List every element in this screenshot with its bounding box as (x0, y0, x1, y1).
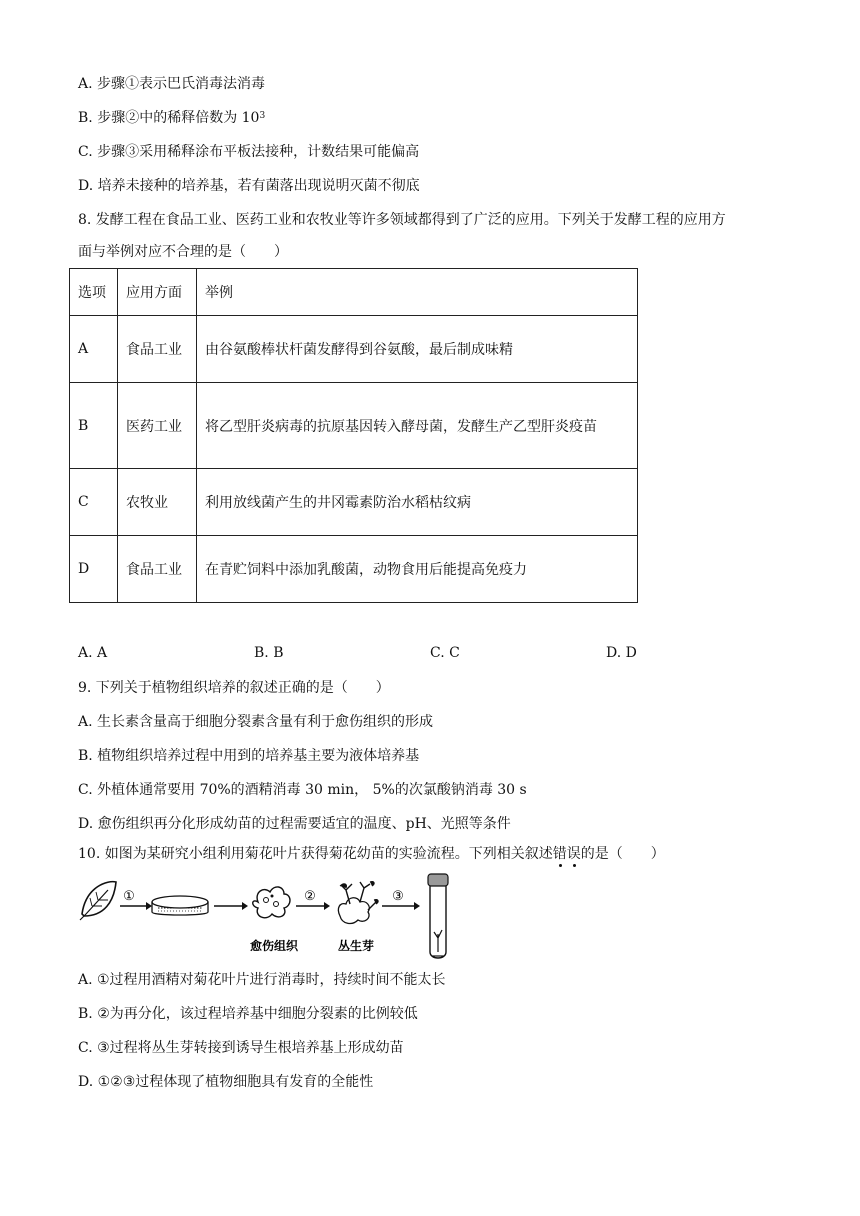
table-row (70, 383, 638, 469)
q7-option-d: D. 培养未接种的培养基，若有菌落出现说明灭菌不彻底 (78, 178, 420, 194)
petri-dish-icon (152, 896, 208, 915)
q8-option-c: C. C (430, 645, 460, 661)
table-cell-example: 利用放线菌产生的井冈霉素防治水稻枯纹病 (197, 469, 638, 536)
q10-emphasis-char: 错 (552, 846, 567, 862)
table-cell-example: 将乙型肝炎病毒的抗原基因转入酵母菌，发酵生产乙型肝炎疫苗 (197, 383, 638, 469)
q9-stem: 9. 下列关于植物组织培养的叙述正确的是（ ） (78, 680, 390, 696)
q10-stem-end: 的是（ ） (580, 846, 665, 862)
table-header-cell: 应用方面 (118, 269, 197, 316)
table-cell-option: D (70, 536, 118, 603)
q7-option-b-exponent: 3 (259, 111, 266, 121)
q9-option-a: A. 生长素含量高于细胞分裂素含量有利于愈伤组织的形成 (78, 714, 434, 730)
q10-emphasis-char: 误 (566, 846, 581, 862)
q7-option-b-text: B. 步骤②中的稀释倍数为 10 (78, 110, 260, 126)
shoots-label: 丛生芽 (337, 939, 375, 953)
q10-stem-text: 10. 如图为某研究小组利用菊花叶片获得菊花幼苗的实验流程。下列相关叙述 (78, 846, 553, 862)
table-cell-example: 由谷氨酸棒状杆菌发酵得到谷氨酸，最后制成味精 (197, 316, 638, 383)
table-cell-option: B (70, 383, 118, 469)
q8-stem-line1: 8. 发酵工程在食品工业、医药工业和农牧业等许多领域都得到了广泛的应用。下列关于发酵工程的应用方 (78, 212, 726, 228)
callus-label: 愈伤组织 (249, 939, 299, 953)
q7-option-b (78, 109, 265, 127)
table-cell-field: 农牧业 (118, 469, 197, 536)
table-row (70, 536, 638, 603)
q8-option-b: B. B (254, 645, 284, 661)
step-label: ③ (392, 889, 404, 904)
table-header-cell: 举例 (197, 269, 638, 316)
table-cell-option: C (70, 469, 118, 536)
table-cell-field: 食品工业 (118, 536, 197, 603)
q7-option-a: A. 步骤①表示巴氏消毒法消毒 (78, 76, 266, 92)
q9-option-c: C. 外植体通常要用 70%的酒精消毒 30 min， 5%的次氯酸钠消毒 30 s (78, 782, 527, 798)
q8-option-a: A. A (78, 645, 108, 661)
table-cell-option: A (70, 316, 118, 383)
q8-table (69, 268, 638, 603)
arrow-icon (214, 902, 248, 910)
q7-option-c: C. 步骤③采用稀释涂布平板法接种，计数结果可能偏高 (78, 144, 420, 160)
q10-option-b: B. ②为再分化，该过程培养基中细胞分裂素的比例较低 (78, 1006, 418, 1022)
q10-flow-figure (78, 872, 468, 962)
q9-option-d: D. 愈伤组织再分化形成幼苗的过程需要适宜的温度、pH、光照等条件 (78, 816, 511, 832)
step-label: ② (304, 889, 316, 904)
table-row (70, 316, 638, 383)
leaf-icon (80, 882, 116, 920)
q10-option-c: C. ③过程将丛生芽转接到诱导生根培养基上形成幼苗 (78, 1040, 404, 1056)
test-tube-icon (428, 874, 448, 958)
table-header-row (70, 269, 638, 316)
table-header-cell: 选项 (70, 269, 118, 316)
q8-option-d: D. D (606, 645, 637, 661)
callus-icon (253, 887, 290, 918)
q9-option-b: B. 植物组织培养过程中用到的培养基主要为液体培养基 (78, 748, 420, 764)
q10-option-d: D. ①②③过程体现了植物细胞具有发育的全能性 (78, 1074, 374, 1090)
q10-stem (78, 845, 665, 863)
shoots-icon (338, 881, 378, 923)
table-cell-field: 食品工业 (118, 316, 197, 383)
step-label: ① (123, 889, 135, 904)
table-cell-example: 在青贮饲料中添加乳酸菌，动物食用后能提高免疫力 (197, 536, 638, 603)
q10-option-a: A. ①过程用酒精对菊花叶片进行消毒时，持续时间不能太长 (78, 972, 446, 988)
q8-stem-line2: 面与举例对应不合理的是（ ） (78, 244, 288, 260)
table-cell-field: 医药工业 (118, 383, 197, 469)
table-row (70, 469, 638, 536)
